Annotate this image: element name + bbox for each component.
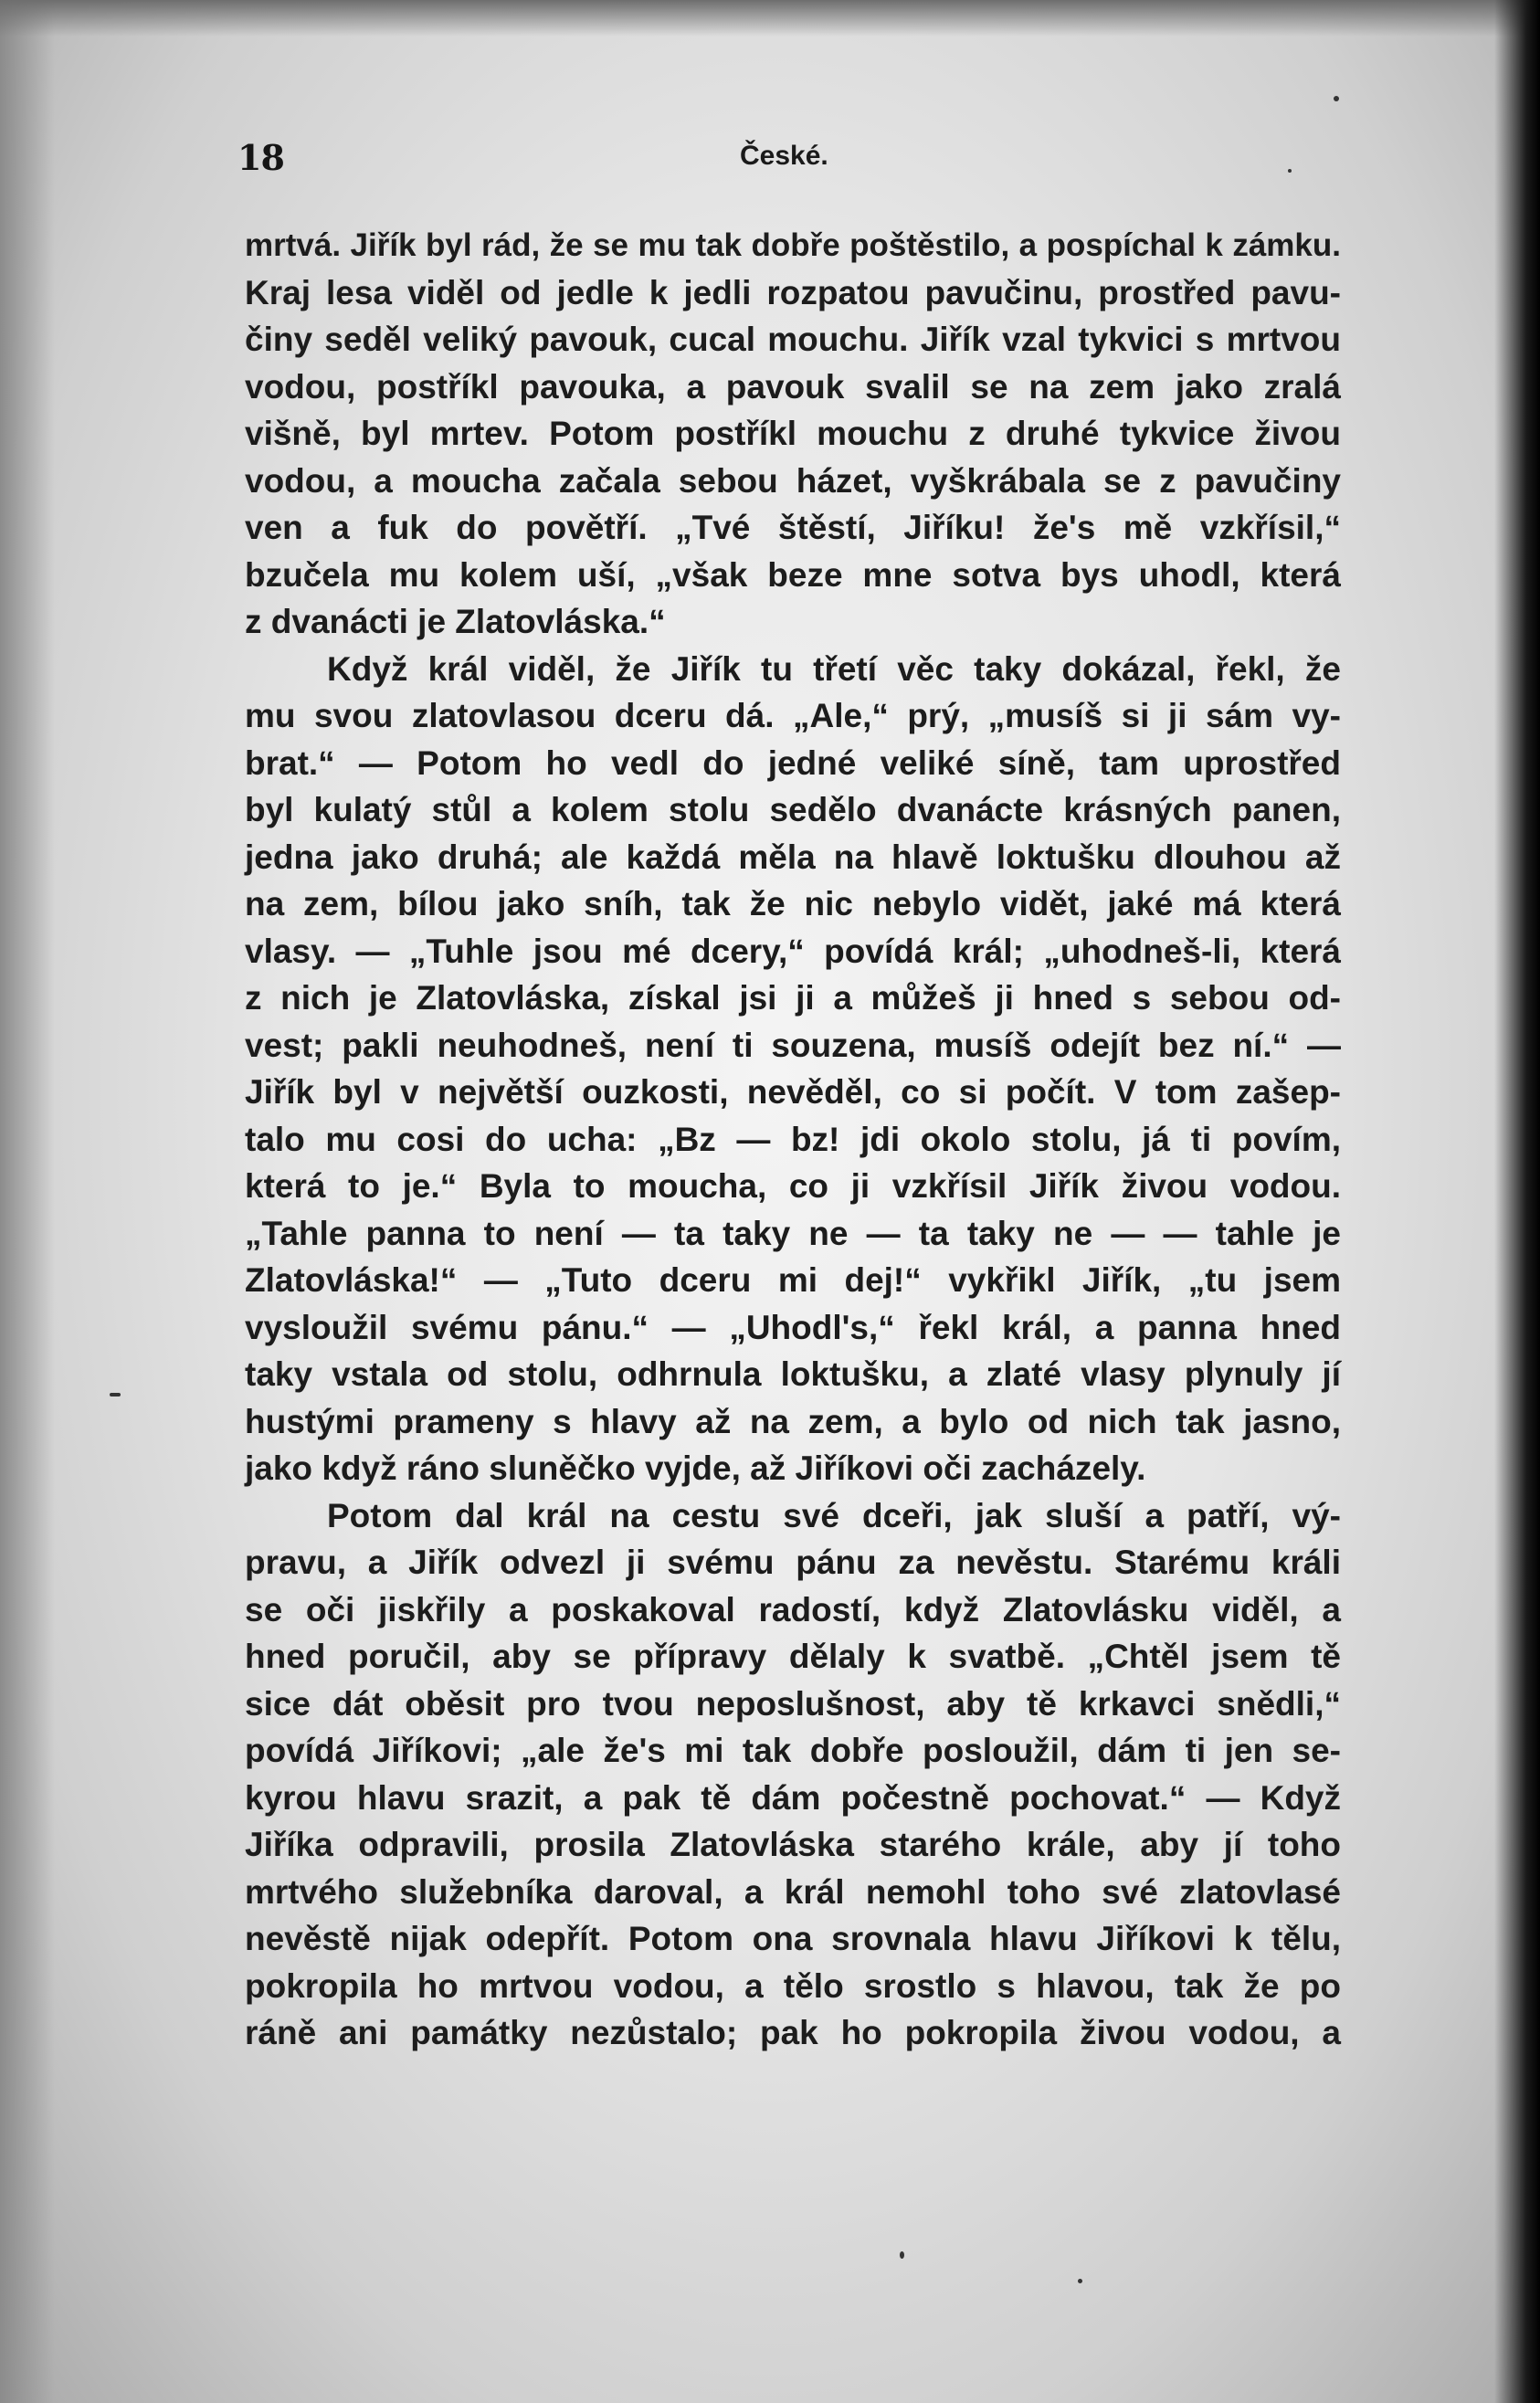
text-line: višně, byl mrtev. Potom postříkl mouchu z druhé tykvice živou xyxy=(245,415,1341,452)
page-edge-top xyxy=(0,0,1540,37)
text-line: vlasy. — „Tuhle jsou mé dcery,“ povídá král; „uhodneš-li, která xyxy=(245,932,1341,970)
scan-speck xyxy=(1288,169,1292,173)
text-line: talo mu cosi do ucha: „Bz — bz! jdi okolo stolu, já ti povím, xyxy=(245,1120,1341,1158)
text-line: jedna jako druhá; ale každá měla na hlavě loktušku dlouhou až xyxy=(245,838,1341,876)
text-line: povídá Jiříkovi; „ale že's mi tak dobře posloužil, dám ti jen se- xyxy=(245,1732,1341,1769)
page-edge-left xyxy=(0,0,55,2403)
text-line: Zlatovláska!“ — „Tuto dceru mi dej!“ vykřikl Jiřík, „tu jsem xyxy=(245,1261,1341,1299)
page-number: 18 xyxy=(237,137,284,178)
text-line: Jiříka odpravili, prosila Zlatovláska starého krále, aby jí toho xyxy=(245,1826,1341,1863)
text-line: taky vstala od stolu, odhrnula loktušku, a zlaté vlasy plynuly jí xyxy=(245,1355,1341,1393)
text-line: Když král viděl, že Jiřík tu třetí věc taky dokázal, řekl, že xyxy=(327,649,1341,688)
body-text xyxy=(245,222,1341,2057)
page-header xyxy=(237,137,1334,192)
scan-speck xyxy=(900,2251,904,2259)
text-line: Potom dal král na cestu své dceři, jak sluší a patří, vý- xyxy=(327,1496,1341,1534)
text-line: z dvanácti je Zlatovláska.“ xyxy=(245,603,666,640)
text-line: ráně ani památky nezůstalo; pak ho pokropila živou vodou, a xyxy=(245,2014,1341,2051)
text-line: nevěstě nijak odepřít. Potom ona srovnala hlavu Jiříkovi k tělu, xyxy=(245,1920,1341,1957)
text-line: sice dát oběsit pro tvou neposlušnost, aby tě krkavci snědli,“ xyxy=(245,1684,1341,1723)
text-line: na zem, bílou jako sníh, tak že nic nebylo vidět, jaké má která xyxy=(245,885,1341,922)
text-line: vysloužil svému pánu.“ — „Uhodl's,“ řekl král, a panna hned xyxy=(245,1308,1341,1346)
text-line: kyrou hlavu srazit, a pak tě dám počestně pochovat.“ — Když xyxy=(245,1778,1341,1817)
text-line: bzučela mu kolem uší, „však beze mne sotva bys uhodl, která xyxy=(245,555,1341,594)
scan-speck xyxy=(1078,2279,1082,2283)
text-line: mrtvého služebníka daroval, a král nemohl toho své zlatovlasé xyxy=(245,1872,1341,1911)
text-line: „Tahle panna to není — ta taky ne — ta taky ne — — tahle je xyxy=(245,1214,1341,1252)
text-line: která to je.“ Byla to moucha, co ji vzkřísil Jiřík živou vodou. xyxy=(245,1167,1341,1205)
text-line: vest; pakli neuhodneš, není ti souzena, musíš odejít bez ní.“ — xyxy=(245,1026,1341,1064)
scan-speck xyxy=(110,1393,121,1396)
text-line: byl kulatý stůl a kolem stolu sedělo dvanácte krásných panen, xyxy=(245,791,1341,828)
text-line: hned poručil, aby se přípravy dělaly k svatbě. „Chtěl jsem tě xyxy=(245,1638,1341,1675)
text-line: brat.“ — Potom ho vedl do jedné veliké síně, tam uprostřed xyxy=(245,743,1341,782)
text-line: činy seděl veliký pavouk, cucal mouchu. Jiřík vzal tykvici s mrtvou xyxy=(245,321,1341,358)
text-line: pravu, a Jiřík odvezl ji svému pánu za nevěstu. Starému králi xyxy=(245,1544,1341,1581)
text-line: se oči jiskřily a poskakoval radostí, když Zlatovlásku viděl, a xyxy=(245,1590,1341,1628)
text-line: ven a fuk do povětří. „Tvé štěstí, Jiříku! že's mě vzkřísil,“ xyxy=(245,509,1341,546)
text-line: hustými prameny s hlavy až na zem, a bylo od nich tak jasno, xyxy=(245,1402,1341,1440)
text-line: vodou, a moucha začala sebou házet, vyškrábala se z pavučiny xyxy=(245,461,1341,500)
page-edge-right xyxy=(1494,0,1540,2403)
text-line: pokropila ho mrtvou vodou, a tělo srostlo s hlavou, tak že po xyxy=(245,1966,1341,2005)
text-line: mrtvá. Jiřík byl rád, že se mu tak dobře poštěstilo, a pospíchal k zámku. xyxy=(245,227,1341,263)
text-line: jako když ráno sluněčko vyjde, až Jiříkovi oči zacházely. xyxy=(245,1449,1146,1487)
text-line: Jiřík byl v největší ouzkosti, nevěděl, co si počít. V tom zašep- xyxy=(245,1073,1341,1111)
text-line: mu svou zlatovlasou dceru dá. „Ale,“ prý, „musíš si ji sám vy- xyxy=(245,697,1341,734)
scan-speck xyxy=(1334,96,1339,101)
running-head: České. xyxy=(740,141,828,171)
text-line: Kraj lesa viděl od jedle k jedli rozpatou pavučinu, prostřed pavu- xyxy=(245,273,1341,311)
text-line: vodou, postříkl pavouka, a pavouk svalil se na zem jako zralá xyxy=(245,367,1341,406)
text-line: z nich je Zlatovláska, získal jsi ji a můžeš ji hned s sebou od- xyxy=(245,979,1341,1017)
